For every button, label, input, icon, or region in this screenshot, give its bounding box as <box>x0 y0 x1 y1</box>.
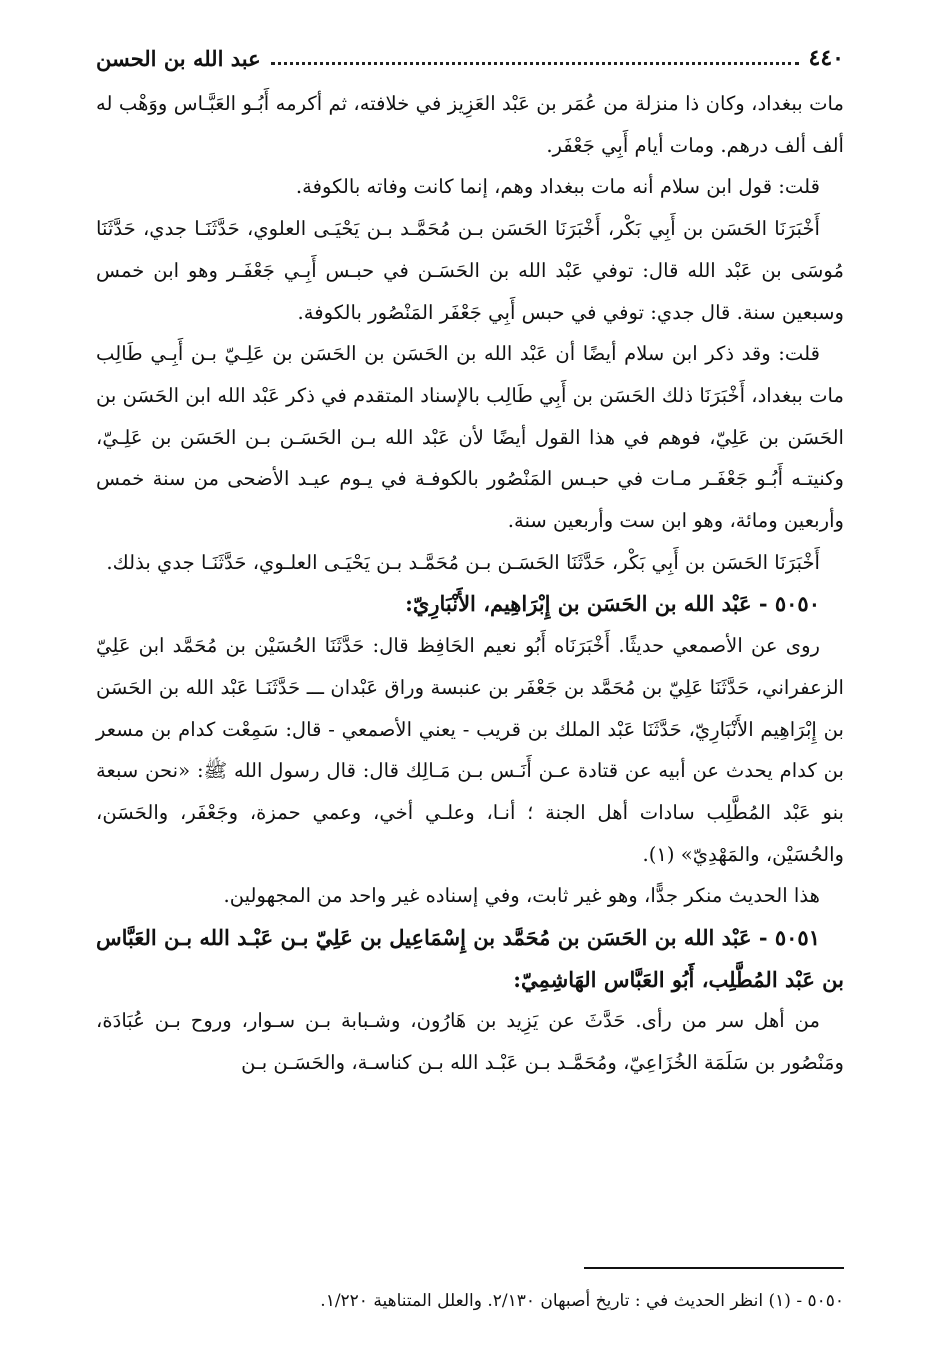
entry-paragraph: من أهل سر من رأى. حَدَّثَ عن يَزِيد بن هَارُون، وشـبابة بـن سـوار، وروح بـن عُبَادَة، ومَنْصُور بن سَلَمَة الخُزَاعِيّ، ومُحَمَّـد بـن عَبْـد الله بـن كناسـة، والحَسَـن بـن <box>96 1009 844 1075</box>
biography-entry-5051 <box>96 917 844 1084</box>
entry-heading: ٥٠٥١ - عَبْد الله بن الحَسَن بن مُحَمَّد بن إِسْمَاعِيل بن عَلِيّ بـن عَبْـد الله بـن العَبَّاس بن عَبْد المُطَّلِب، أَبُو العَبَّاس الهَاشِمِيّ: <box>96 925 844 992</box>
running-head-title: عبد الله بن الحسن <box>96 45 261 71</box>
biography-entry-5050 <box>96 583 844 917</box>
page-number: ٤٤٠ <box>808 45 844 71</box>
paragraph-comment: قلت: وقد ذكر ابن سلام أيضًا أن عَبْد الله بن الحَسَن بن الحَسَن بن عَلِـيّ بـن أَبِـي طَالِب مات ببغداد، أَخْبَرَنَا ذلك الحَسَن بن أَبِي طَالِب بالإسناد المتقدم في ذكر عَبْد الله ابن الحَسَن بن الحَسَن بن عَلِيّ، فوهم في هذا القول أيضًا لأن عَبْد الله بـن الحَسَـن بـن الحَسَن بن عَلِـيّ، وكنيتـه أَبُـو جَعْفَـر مـات في حبـس المَنْصُور بالكوفـة في يـوم عيـد الأضحى من سنة خمس وأربعين ومائة، وهو ابن ست وأربعين سنة. <box>96 342 844 533</box>
leader-dots <box>271 52 799 65</box>
footnote-separator <box>584 1267 844 1269</box>
paragraph-continuation: مات ببغداد، وكان ذا منزلة من عُمَر بن عَبْد العَزِيز في خلافته، ثم أكرمه أَبُـو العَبَّـاس ووَهْب له ألف ألف درهم. ومات أيام أَبِي جَعْفَر. <box>96 92 844 157</box>
entry-paragraph: هذا الحديث منكر جدًّا، وهو غير ثابت، وفي إسناده غير واحد من المجهولين. <box>223 884 820 908</box>
paragraph-narration: أَخْبَرَنَا الحَسَن بن أَبِي بَكْر، أَخْبَرَنَا الحَسَن بـن مُحَمَّـد بـن يَحْيَـى العلوي، حَدَّثَنَـا جدي، حَدَّثَنَا مُوسَى بن عَبْد الله قال: توفي عَبْد الله بن الحَسَـن في حبـس أَبِـي جَعْفَـر وهو ابن خمس وسبعين سنة. قال جدي: توفي في حبس أَبِي جَعْفَر المَنْصُور بالكوفة. <box>96 217 844 324</box>
book-page <box>96 40 844 1084</box>
footnote: ٥٠٥٠ - (١) انظر الحديث في : تاريخ أصبهان ٢/١٣٠. والعلل المتناهية ١/٢٢٠. <box>320 1291 844 1311</box>
paragraph-comment: قلت: قول ابن سلام أنه مات ببغداد وهم، إنما كانت وفاته بالكوفة. <box>295 175 820 199</box>
entry-paragraph: روى عن الأصمعي حديثًا. أَخْبَرَنَاه أَبُو نعيم الحَافِظ قال: حَدَّثَنَا الحُسَيْن بن مُحَمَّد ابن عَلِيّ الزعفراني، حَدَّثَنَا عَلِيّ بن مُحَمَّد بن جَعْفَر بن عنبسة وراق عَبْدان ـــ حَدَّثَنَـا عَبْد الله بن الحَسَن بن إِبْرَاهِيم الأَنْبَارِيّ، حَدَّثَنَا عَبْد الملك بن قريب - يعني الأصمعي - قال: سَمِعْت كدام بن مسعر بن كدام يحدث عن أبيه عن قتادة عـن أَنَـس بـن مَـالِك قال: قال رسول الله ﷺ: «نحن سبعة بنو عَبْد المُطَّلِب سادات أهل الجنة ؛ أنـا، وعلـي أخي، وعمي حمزة، وجَعْفَر، والحَسَن، والحُسَيْن، والمَهْدِيّ» (١). <box>96 634 844 866</box>
body-text <box>96 83 844 1084</box>
running-head <box>96 40 844 77</box>
paragraph-narration: أَخْبَرَنَا الحَسَن بن أَبِي بَكْر، حَدَّثَنَا الحَسَـن بـن مُحَمَّـد بـن يَحْيَـى العلـوي، حَدَّثَنَـا جدي بذلك. <box>106 550 820 574</box>
entry-heading: ٥٠٥٠ - عَبْد الله بن الحَسَن بن إِبْرَاهِيم، الأَنْبَارِيّ: <box>405 591 820 617</box>
